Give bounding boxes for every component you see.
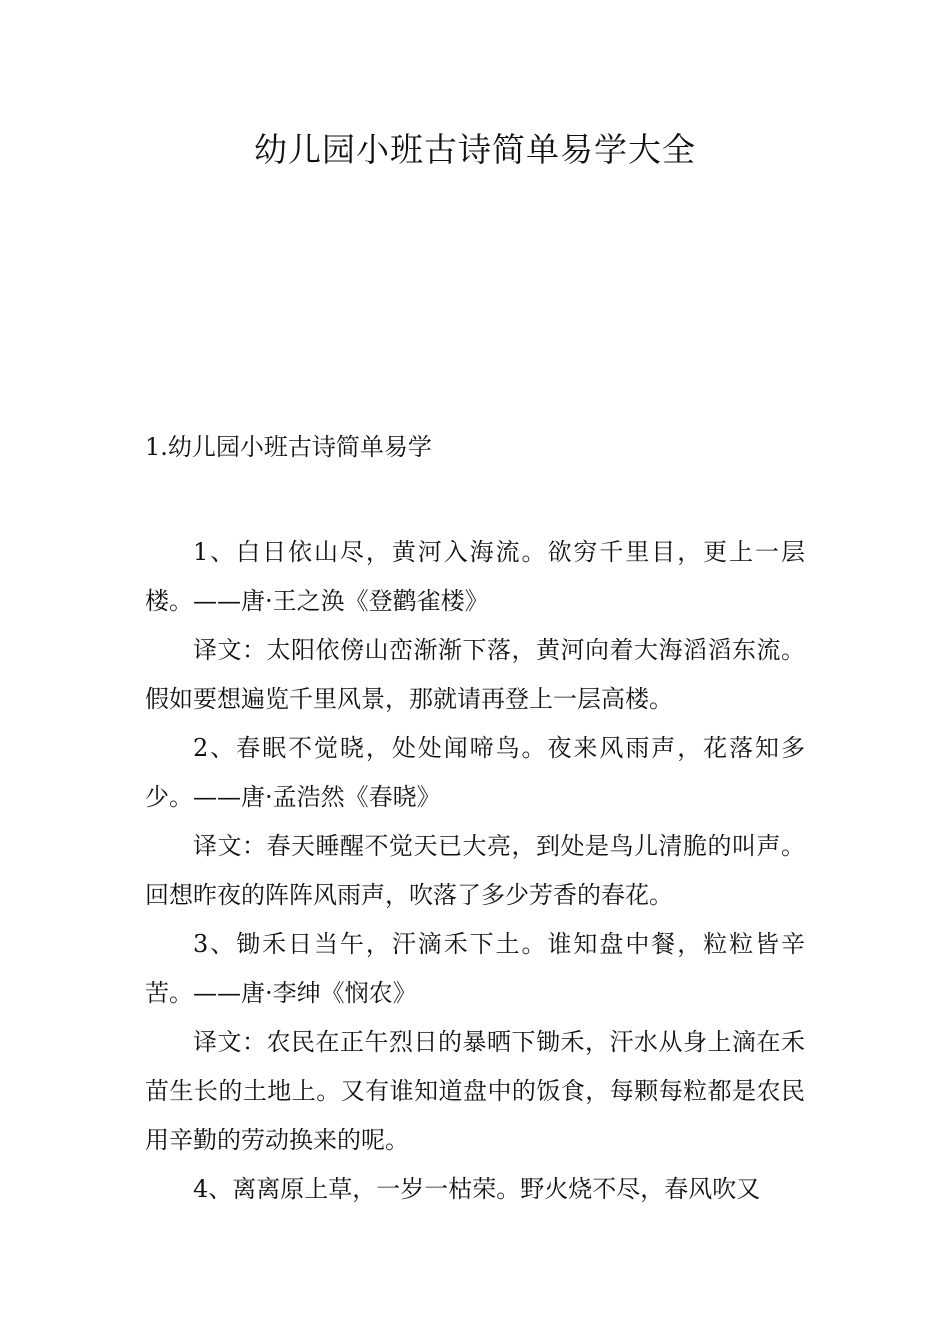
- translation-1: 译文：太阳依傍山峦渐渐下落，黄河向着大海滔滔东流。假如要想遍览千里风景，那就请再登上一层高楼。: [145, 636, 805, 713]
- section-heading: 1.幼儿园小班古诗简单易学: [145, 433, 432, 461]
- poem-1: 1、白日依山尽，黄河入海流。欲穷千里目，更上一层楼。——唐·王之涣《登鹳雀楼》: [145, 538, 805, 615]
- document-title: 幼儿园小班古诗简单易学大全: [254, 130, 696, 169]
- poem-4: 4、离离原上草，一岁一枯荣。野火烧不尽，春风吹又: [193, 1175, 761, 1203]
- translation-2: 译文：春天睡醒不觉天已大亮，到处是鸟儿清脆的叫声。回想昨夜的阵阵风雨声，吹落了多少芳香的春花。: [145, 832, 805, 909]
- poem-2: 2、春眠不觉晓，处处闻啼鸟。夜来风雨声，花落知多少。——唐·孟浩然《春晓》: [145, 734, 805, 811]
- document-body: [145, 528, 805, 1214]
- poem-3: 3、锄禾日当午，汗滴禾下土。谁知盘中餐，粒粒皆辛苦。——唐·李绅《悯农》: [145, 930, 805, 1007]
- translation-3: 译文：农民在正午烈日的暴晒下锄禾，汗水从身上滴在禾苗生长的土地上。又有谁知道盘中的饭食，每颗每粒都是农民用辛勤的劳动换来的呢。: [145, 1028, 805, 1154]
